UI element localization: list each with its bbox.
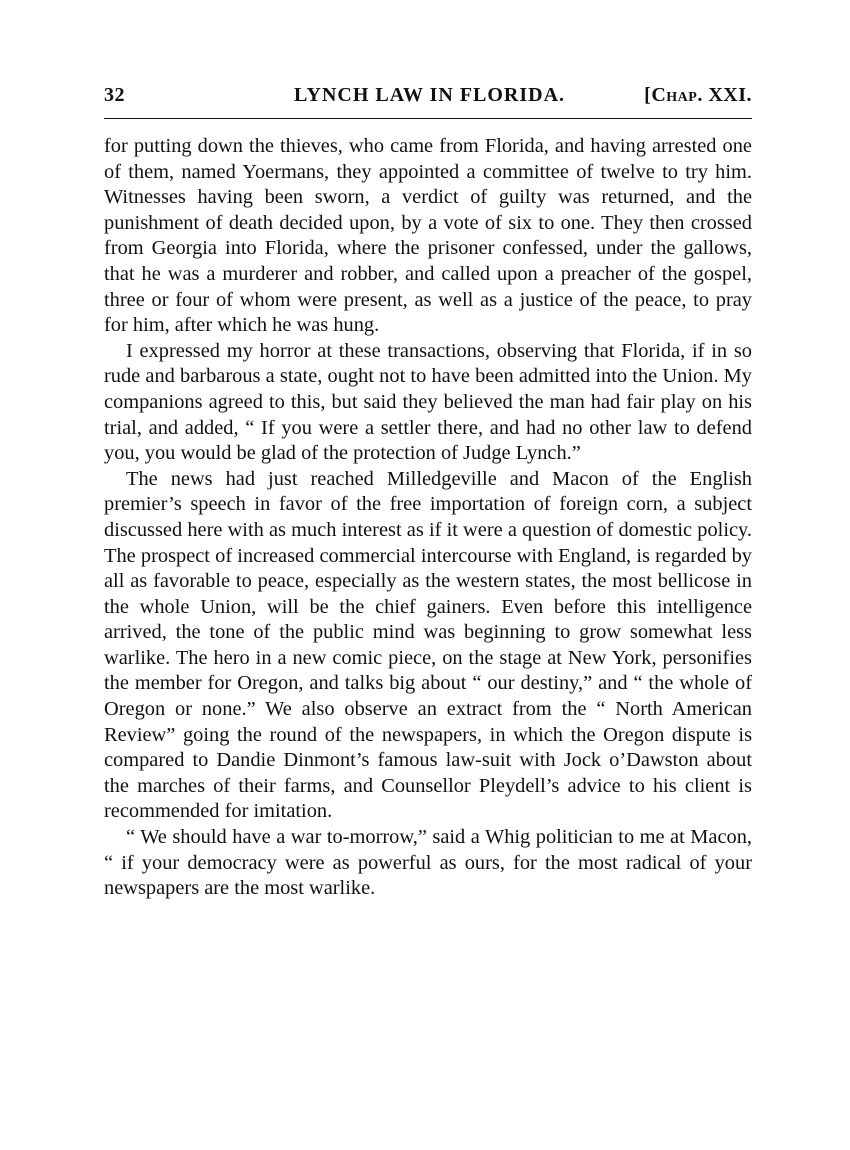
running-head (104, 84, 752, 112)
paragraph: “ We should have a war to-morrow,” said a Whig politician to me at Macon, “ if your democracy were as powerful as ours, for the most radical of your newspapers are the most warlike. (104, 826, 752, 900)
paragraph-continued: for putting down the thieves, who came from Florida, and having arrested one of them, named Yoermans, they appointed a committee of twelve to try him. Witnesses having been sworn, a verdict of guilty was returned, and the punishment of death decided upon, by a vote of six to one. They then crossed from Georgia into Florida, where the prisoner confessed, under the gallows, that he was a murderer and robber, and called upon a preacher of the gospel, three or four of whom were present, as well as a justice of the peace, to pray for him, after which he was hung. (104, 135, 752, 337)
body-text (104, 134, 752, 902)
running-title: LYNCH LAW IN FLORIDA. (294, 84, 566, 106)
page-number: 32 (104, 84, 125, 106)
header-rule (104, 118, 752, 119)
paragraph: The news had just reached Milledgeville and Macon of the English premier’s speech in favor of the free importation of foreign corn, a subject discussed here with as much interest as if it were a question of domestic policy. The prospect of increased commercial intercourse with England, is regarded by all as favorable to peace, especially as the western states, the most bellicose in the whole Union, will be the chief gainers. Even before this intelligence arrived, the tone of the public mind was beginning to grow somewhat less warlike. The hero in a new comic piece, on the stage at New York, personifies the member for Oregon, and talks big about “ our destiny,” and “ the whole of Oregon or none.” We also observe an extract from the “ North American Review” going the round of the newspapers, in which the Oregon dispute is compared to Dandie Dinmont’s famous law-suit with Jock o’Dawston about the marches of their farms, and Counsellor Pleydell’s advice to his client is recommended for imitation. (104, 467, 752, 823)
paragraph: I expressed my horror at these transactions, observing that Florida, if in so rude and barbarous a state, ought not to have been admitted into the Union. My companions agreed to this, but said they believed the man had fair play on his trial, and added, “ If you were a settler there, and had no other law to defend you, you would be glad of the protection of Judge Lynch.” (104, 339, 752, 465)
chapter-reference: [Chap. XXI. (644, 84, 752, 106)
